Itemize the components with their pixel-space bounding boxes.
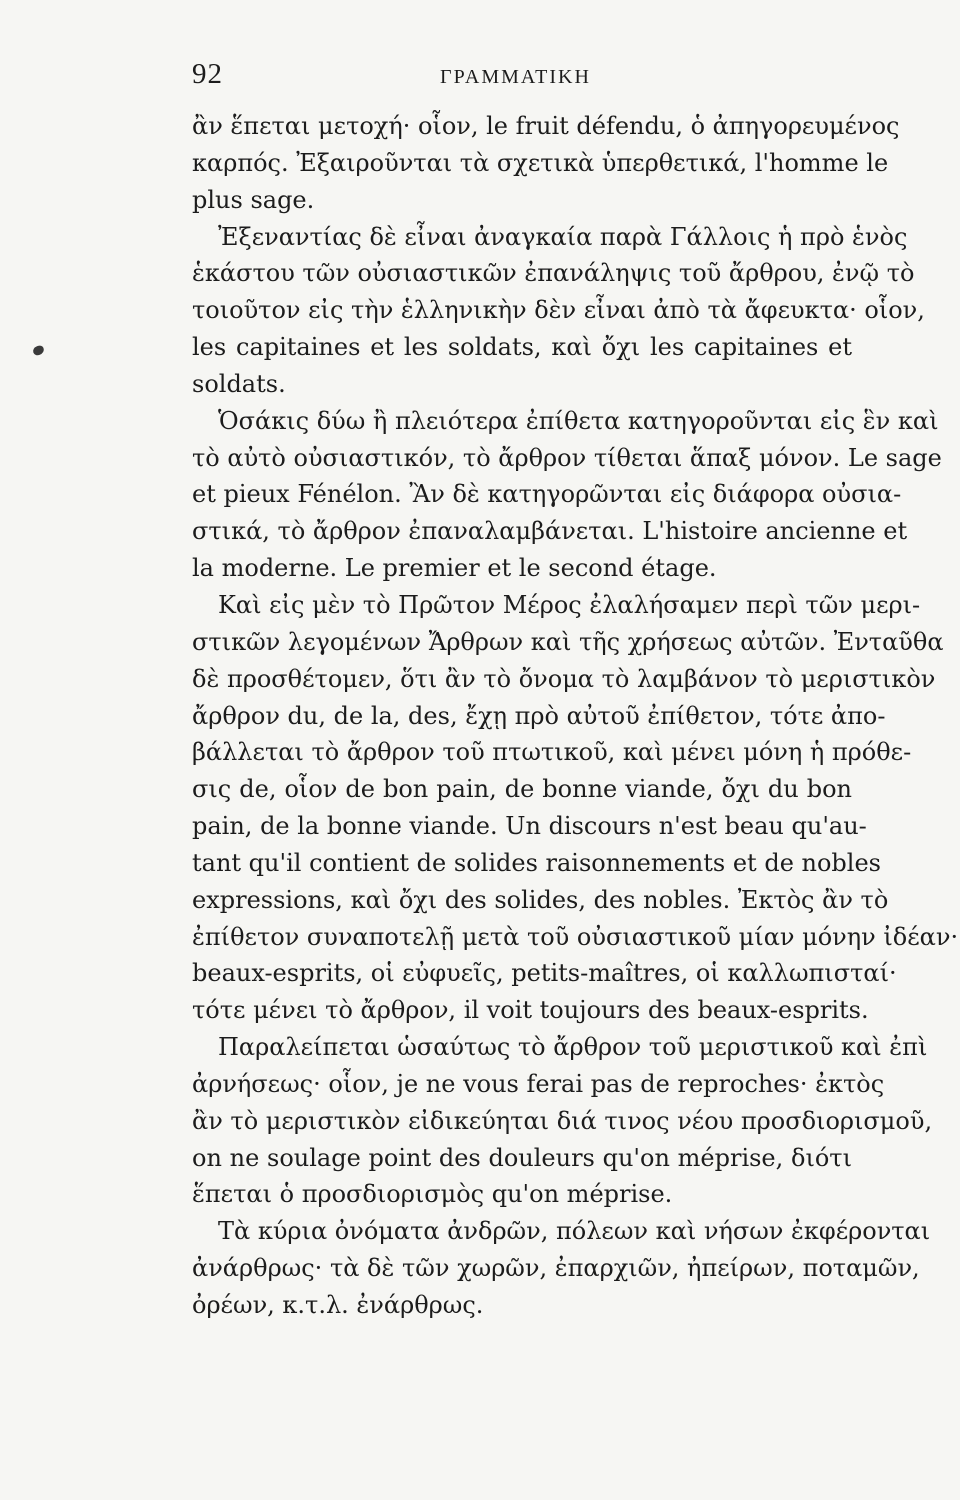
text-line: les capitaines et les soldats, καὶ ὄχι les capitaines et (192, 333, 852, 362)
text-line: τοιοῦτον εἰς τὴν ἑλληνικὴν δὲν εἶναι ἀπὸ τὰ ἄφευκτα· οἷον, (192, 296, 925, 325)
text-line: soldats. (192, 369, 286, 398)
text-line: on ne soulage point des douleurs qu'on méprise, διότι (192, 1143, 852, 1172)
text-line: δὲ προσθέτομεν, ὅτι ἂν τὸ ὄνομα τὸ λαμβάνον τὸ μεριστικὸν (192, 664, 936, 693)
text-line: la moderne. Le premier et le second étage. (192, 554, 717, 583)
text-line: ἑκάστου τῶν οὐσιαστικῶν ἐπανάληψις τοῦ ἄρθρου, ἐνῷ τὸ (192, 259, 915, 288)
text-line: et pieux Fénélon. Ἂν δὲ κατηγορῶνται εἰς διάφορα οὐσια- (192, 480, 902, 509)
running-head: ΓΡΑΜΜΑΤΙΚΗ (440, 66, 591, 88)
text-line: ἀρνήσεως· οἷον, je ne vous ferai pas de reproches· ἐκτὸς (192, 1069, 885, 1098)
text-line: ἐπίθετον συναποτελῇ μετὰ τοῦ οὐσιαστικοῦ μίαν μόνην ἰδέαν· (192, 922, 959, 951)
text-line: ἕπεται ὁ προσδιορισμὸς qu'on méprise. (192, 1180, 673, 1209)
text-line: ἂν τὸ μεριστικὸν εἰδικεύηται διά τινος νέου προσδιορισμοῦ, (192, 1106, 933, 1135)
text-line: ἂν ἕπεται μετοχή· οἷον, le fruit défendu, ὁ ἀπηγορευμένος (192, 112, 900, 140)
text-line: στικά, τὸ ἄρθρον ἐπαναλαμβάνεται. L'histoire ancienne et (192, 517, 908, 546)
paragraph-start-line: Ὁσάκις δύω ἢ πλειότερα ἐπίθετα κατηγοροῦνται εἰς ἓν καὶ (218, 406, 939, 435)
text-line: τότε μένει τὸ ἄρθρον, il voit toujours des beaux-esprits. (192, 996, 869, 1025)
text-line: tant qu'il contient de solides raisonnements et de nobles (192, 848, 881, 877)
text-line: καρπός. Ἐξαιροῦνται τὰ σχετικὰ ὑπερθετικά, l'homme le (192, 148, 889, 177)
paragraph-start-line: Παραλείπεται ὡσαύτως τὸ ἄρθρον τοῦ μεριστικοῦ καὶ ἐπὶ (218, 1033, 928, 1062)
text-line: ἄρθρον du, de la, des, ἔχῃ πρὸ αὐτοῦ ἐπίθετον, τότε ἀπο- (192, 701, 886, 730)
text-line: ἀνάρθρως· τὰ δὲ τῶν χωρῶν, ἐπαρχιῶν, ἠπείρων, ποταμῶν, (192, 1254, 920, 1283)
text-line: στικῶν λεγομένων Ἄρθρων καὶ τῆς χρήσεως αὐτῶν. Ἐνταῦθα (192, 627, 944, 656)
body-text (192, 108, 959, 1324)
paragraph-start-line: Καὶ εἰς μὲν τὸ Πρῶτον Μέρος ἐλαλήσαμεν περὶ τῶν μερι- (218, 590, 921, 619)
paragraph-start-line: Τὰ κύρια ὀνόματα ἀνδρῶν, πόλεων καὶ νήσων ἐκφέρονται (218, 1217, 931, 1246)
text-line: pain, de la bonne viande. Un discours n'est beau qu'au- (192, 812, 867, 841)
text-line: ὀρέων, κ.τ.λ. ἐνάρθρως. (192, 1291, 484, 1319)
text-line: beaux-esprits, οἱ εὐφυεῖς, petits-maîtres, οἱ καλλωπισταί· (192, 959, 897, 988)
text-line: τὸ αὐτὸ οὐσιαστικόν, τὸ ἄρθρον τίθεται ἅπαξ μόνον. Le sage (192, 443, 942, 472)
text-line: plus sage. (192, 185, 315, 214)
text-line: expressions, καὶ ὄχι des solides, des nobles. Ἐκτὸς ἂν τὸ (192, 885, 889, 914)
text-line: βάλλεται τὸ ἄρθρον τοῦ πτωτικοῦ, καὶ μένει μόνη ἡ πρόθε- (192, 738, 912, 767)
paragraph-start-line: Ἐξεναντίας δὲ εἶναι ἀναγκαία παρὰ Γάλλοις ἡ πρὸ ἑνὸς (218, 222, 908, 251)
ink-blot-mark (32, 344, 45, 356)
page-number: 92 (192, 58, 223, 90)
text-line: σις de, οἷον de bon pain, de bonne viande, ὄχι du bon (192, 775, 852, 804)
